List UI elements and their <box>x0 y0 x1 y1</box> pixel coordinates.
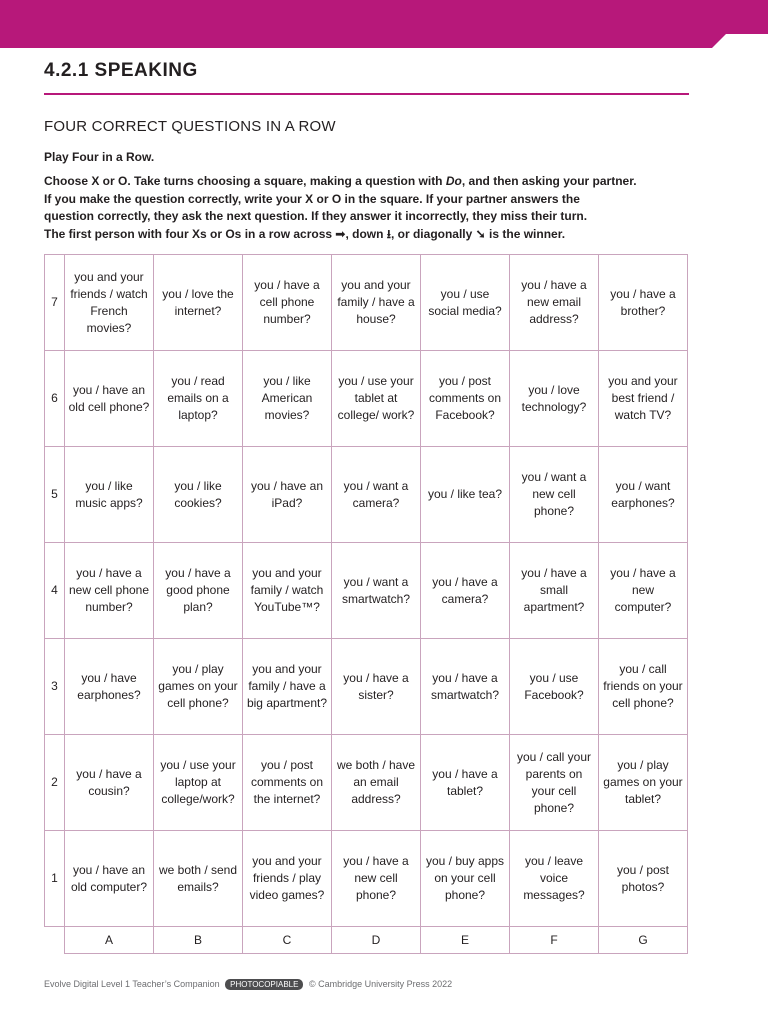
row-label: 7 <box>45 255 65 351</box>
grid-square-G7[interactable]: you / have a brother? <box>599 255 688 351</box>
grid-row-6 <box>45 351 688 447</box>
grid-square-B3[interactable]: you / play games on your cell phone? <box>154 639 243 735</box>
grid-square-A6[interactable]: you / have an old cell phone? <box>65 351 154 447</box>
grid-square-D6[interactable]: you / use your tablet at college/ work? <box>332 351 421 447</box>
grid-square-C2[interactable]: you / post comments on the internet? <box>243 735 332 831</box>
grid-square-G1[interactable]: you / post photos? <box>599 831 688 927</box>
grid-square-C5[interactable]: you / have an iPad? <box>243 447 332 543</box>
section-title: 4.2.1 SPEAKING <box>44 60 198 81</box>
grid-square-B7[interactable]: you / love the internet? <box>154 255 243 351</box>
activity-subtitle: FOUR CORRECT QUESTIONS IN A ROW <box>44 118 336 135</box>
instruction-line-1 <box>44 173 694 191</box>
grid-square-E3[interactable]: you / have a smartwatch? <box>421 639 510 735</box>
grid-square-D2[interactable]: we both / have an email address? <box>332 735 421 831</box>
grid-square-F7[interactable]: you / have a new email address? <box>510 255 599 351</box>
grid-square-E6[interactable]: you / post comments on Facebook? <box>421 351 510 447</box>
grid-square-C1[interactable]: you and your friends / play video games? <box>243 831 332 927</box>
column-label: D <box>332 927 421 954</box>
grid-square-G6[interactable]: you and your best friend / watch TV? <box>599 351 688 447</box>
instruction-line-1-start: Choose X or O. Take turns choosing a square, making a question with <box>44 174 446 188</box>
instruction-line-2: If you make the question correctly, write your X or O in the square. If your partner answers the <box>44 191 580 206</box>
grid-row-4 <box>45 543 688 639</box>
grid-square-B5[interactable]: you / like cookies? <box>154 447 243 543</box>
grid-square-G4[interactable]: you / have a new computer? <box>599 543 688 639</box>
row-label: 1 <box>45 831 65 927</box>
grid-square-E2[interactable]: you / have a tablet? <box>421 735 510 831</box>
footer-copyright: © Cambridge University Press 2022 <box>308 979 453 989</box>
instruction-line-3: question correctly, they ask the next question. If they answer it incorrectly, they miss their turn. <box>44 209 588 223</box>
grid-corner <box>45 927 65 954</box>
grid-square-B2[interactable]: you / use your laptop at college/work? <box>154 735 243 831</box>
row-label: 5 <box>45 447 65 543</box>
lead-instruction: Play Four in a Row. <box>44 150 155 164</box>
grid-square-C6[interactable]: you / like American movies? <box>243 351 332 447</box>
grid-square-E4[interactable]: you / have a camera? <box>421 543 510 639</box>
grid-row-5 <box>45 447 688 543</box>
instruction-italic-do: Do <box>445 174 462 188</box>
grid-square-E5[interactable]: you / like tea? <box>421 447 510 543</box>
grid-square-F6[interactable]: you / love technology? <box>510 351 599 447</box>
grid-square-B4[interactable]: you / have a good phone plan? <box>154 543 243 639</box>
grid-square-D7[interactable]: you and your family / have a house? <box>332 255 421 351</box>
photocopiable-badge: PHOTOCOPIABLE <box>225 979 303 990</box>
grid-square-F5[interactable]: you / want a new cell phone? <box>510 447 599 543</box>
instruction-line-4: The first person with four Xs or Os in a row across ➟, down ⭳, or diagonally ➘ is the winner. <box>44 226 566 241</box>
four-in-a-row-grid <box>44 254 688 954</box>
grid-square-F1[interactable]: you / leave voice messages? <box>510 831 599 927</box>
grid-square-C4[interactable]: you and your family / watch YouTube™? <box>243 543 332 639</box>
column-label: F <box>510 927 599 954</box>
column-label: B <box>154 927 243 954</box>
grid-square-F2[interactable]: you / call your parents on your cell phone? <box>510 735 599 831</box>
grid-square-G2[interactable]: you / play games on your tablet? <box>599 735 688 831</box>
grid-square-E1[interactable]: you / buy apps on your cell phone? <box>421 831 510 927</box>
grid-square-G3[interactable]: you / call friends on your cell phone? <box>599 639 688 735</box>
grid-square-A3[interactable]: you / have earphones? <box>65 639 154 735</box>
grid-row-1 <box>45 831 688 927</box>
grid-square-G5[interactable]: you / want earphones? <box>599 447 688 543</box>
grid-square-A1[interactable]: you / have an old computer? <box>65 831 154 927</box>
grid-row-2 <box>45 735 688 831</box>
row-label: 2 <box>45 735 65 831</box>
grid-row-7 <box>45 255 688 351</box>
footer-book-title: Evolve Digital Level 1 Teacher’s Companion <box>44 979 220 989</box>
instructions <box>44 173 694 243</box>
page-footer <box>44 979 452 990</box>
grid-square-E7[interactable]: you / use social media? <box>421 255 510 351</box>
instruction-line-1-end: , and then asking your partner. <box>461 174 637 188</box>
column-label: A <box>65 927 154 954</box>
row-label: 6 <box>45 351 65 447</box>
column-label: C <box>243 927 332 954</box>
grid-square-D1[interactable]: you / have a new cell phone? <box>332 831 421 927</box>
title-divider <box>44 93 689 95</box>
column-label-row <box>45 927 688 954</box>
grid-square-C7[interactable]: you / have a cell phone number? <box>243 255 332 351</box>
grid-square-D5[interactable]: you / want a camera? <box>332 447 421 543</box>
column-label: G <box>599 927 688 954</box>
grid-row-3 <box>45 639 688 735</box>
header-bar <box>0 0 768 48</box>
row-label: 4 <box>45 543 65 639</box>
grid-square-B6[interactable]: you / read emails on a laptop? <box>154 351 243 447</box>
grid-square-A2[interactable]: you / have a cousin? <box>65 735 154 831</box>
grid-square-A5[interactable]: you / like music apps? <box>65 447 154 543</box>
grid-square-D3[interactable]: you / have a sister? <box>332 639 421 735</box>
grid-square-F4[interactable]: you / have a small apartment? <box>510 543 599 639</box>
row-label: 3 <box>45 639 65 735</box>
grid-square-A4[interactable]: you / have a new cell phone number? <box>65 543 154 639</box>
grid-square-A7[interactable]: you and your friends / watch French movies? <box>65 255 154 351</box>
column-label: E <box>421 927 510 954</box>
grid-square-B1[interactable]: we both / send emails? <box>154 831 243 927</box>
grid-square-F3[interactable]: you / use Facebook? <box>510 639 599 735</box>
grid-square-C3[interactable]: you and your family / have a big apartment? <box>243 639 332 735</box>
grid-square-D4[interactable]: you / want a smartwatch? <box>332 543 421 639</box>
